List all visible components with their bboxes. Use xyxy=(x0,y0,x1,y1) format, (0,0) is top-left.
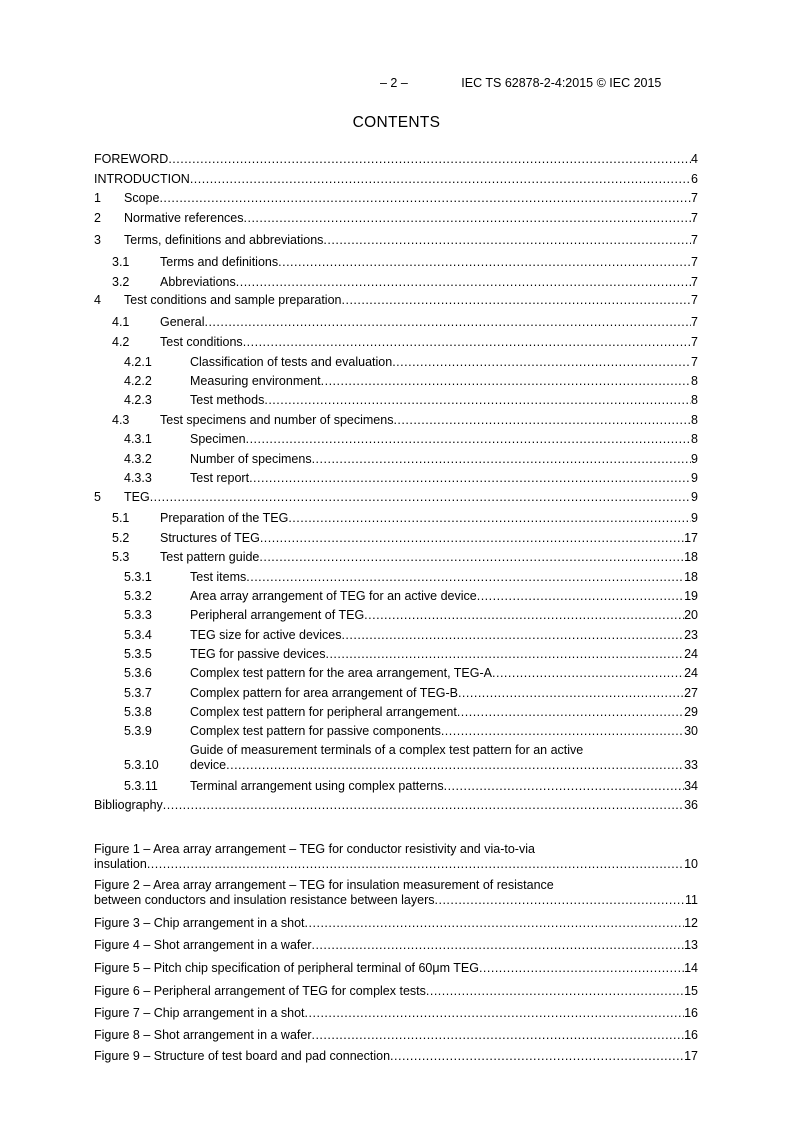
entry-title: Abbreviations xyxy=(160,275,236,289)
toc-entry[interactable] xyxy=(94,589,698,604)
entry-title: Number of specimens xyxy=(190,452,312,466)
dot-leader xyxy=(393,413,691,428)
figure-entry[interactable] xyxy=(94,938,698,953)
entry-title-line1: Figure 2 – Area array arrangement – TEG for insulation measurement of resistance xyxy=(94,878,554,892)
toc-entry[interactable] xyxy=(94,471,698,486)
entry-title: TEG for passive devices xyxy=(190,647,326,661)
entry-title: Test items xyxy=(190,570,247,584)
entry-page-number: 13 xyxy=(684,938,698,952)
entry-number: 5.3.8 xyxy=(124,705,152,719)
entry-page-number: 30 xyxy=(684,724,698,738)
entry-page-number: 6 xyxy=(691,172,698,186)
dot-leader xyxy=(458,686,684,701)
entry-page-number: 7 xyxy=(691,315,698,329)
dot-leader xyxy=(477,589,684,604)
entry-title: Terminal arrangement using complex patterns xyxy=(190,779,444,793)
toc-entry[interactable] xyxy=(94,355,698,370)
toc-entry[interactable] xyxy=(94,628,698,643)
toc-entry[interactable] xyxy=(94,511,698,526)
dot-leader xyxy=(444,779,684,794)
entry-number: 5 xyxy=(94,490,101,504)
entry-page-number: 10 xyxy=(684,857,698,871)
entry-page-number: 7 xyxy=(691,335,698,349)
entry-page-number: 24 xyxy=(684,647,698,661)
entry-number: 5.2 xyxy=(112,531,130,545)
entry-title: Terms and definitions xyxy=(160,255,279,269)
entry-page-number: 36 xyxy=(684,798,698,812)
entry-title: Figure 6 – Peripheral arrangement of TEG for complex tests xyxy=(94,984,426,998)
entry-title: Figure 8 – Shot arrangement in a wafer xyxy=(94,1028,312,1042)
toc-entry[interactable] xyxy=(94,335,698,350)
entry-number: 4.1 xyxy=(112,315,130,329)
entry-title: Figure 3 – Chip arrangement in a shot xyxy=(94,916,305,930)
entry-page-number: 8 xyxy=(691,393,698,407)
dot-leader xyxy=(457,705,684,720)
toc-entry[interactable] xyxy=(94,152,698,167)
entry-page-number: 11 xyxy=(685,893,698,907)
toc-entry[interactable] xyxy=(94,798,698,813)
entry-title: Complex pattern for area arrangement of TEG-B xyxy=(190,686,458,700)
dot-leader xyxy=(321,374,691,389)
entry-page-number: 9 xyxy=(691,511,698,525)
dot-leader xyxy=(249,471,691,486)
dot-leader xyxy=(204,315,691,330)
figure-entry[interactable] xyxy=(94,916,698,931)
entry-title: Preparation of the TEG xyxy=(160,511,289,525)
dot-leader xyxy=(147,857,684,872)
toc-entry[interactable] xyxy=(94,647,698,662)
dot-leader xyxy=(278,255,691,270)
toc-entry[interactable] xyxy=(94,570,698,585)
toc-entry[interactable] xyxy=(94,233,698,248)
entry-number: 1 xyxy=(94,191,101,205)
entry-title: Structures of TEG xyxy=(160,531,260,545)
dot-leader xyxy=(441,724,684,739)
standard-designation: IEC TS 62878-2-4:2015 © IEC 2015 xyxy=(461,76,662,90)
entry-title: Normative references xyxy=(124,211,244,225)
toc-entry[interactable] xyxy=(94,531,698,546)
entry-number: 5.3.6 xyxy=(124,666,152,680)
entry-title: General xyxy=(160,315,205,329)
entry-page-number: 23 xyxy=(684,628,698,642)
toc-entry[interactable] xyxy=(94,211,698,226)
entry-number: 3.2 xyxy=(112,275,130,289)
entry-page-number: 7 xyxy=(691,293,698,307)
entry-number: 5.3.3 xyxy=(124,608,152,622)
entry-title: Figure 9 – Structure of test board and pad connection xyxy=(94,1049,391,1063)
entry-page-number: 7 xyxy=(691,355,698,369)
figure-entry[interactable] xyxy=(94,984,698,999)
dot-leader xyxy=(390,1049,684,1064)
dot-leader xyxy=(163,798,684,813)
toc-entry[interactable] xyxy=(94,779,698,794)
entry-number: 5.1 xyxy=(112,511,130,525)
entry-number: 5.3.11 xyxy=(124,779,158,793)
dot-leader xyxy=(364,608,684,623)
entry-page-number: 9 xyxy=(691,490,698,504)
entry-page-number: 17 xyxy=(684,1049,698,1063)
entry-title: TEG xyxy=(124,490,150,504)
dot-leader xyxy=(435,893,686,908)
page-number: – 2 – xyxy=(380,76,408,90)
toc-entry[interactable] xyxy=(94,452,698,467)
entry-title: Complex test pattern for peripheral arrangement xyxy=(190,705,457,719)
toc-entry[interactable] xyxy=(94,666,698,681)
entry-page-number: 15 xyxy=(684,984,698,998)
entry-title: Test report xyxy=(190,471,250,485)
figure-entry[interactable] xyxy=(94,842,698,872)
entry-page-number: 8 xyxy=(691,374,698,388)
toc-entry[interactable] xyxy=(94,374,698,389)
dot-leader xyxy=(236,275,691,290)
figure-entry[interactable] xyxy=(94,1049,698,1064)
toc-entry[interactable] xyxy=(94,743,698,773)
dot-leader xyxy=(159,191,691,206)
running-header xyxy=(380,76,661,90)
toc-entry[interactable] xyxy=(94,490,698,505)
figure-entry[interactable] xyxy=(94,1006,698,1021)
entry-title: Bibliography xyxy=(94,798,163,812)
entry-number: 5.3.9 xyxy=(124,724,152,738)
entry-page-number: 19 xyxy=(684,589,698,603)
entry-number: 5.3.4 xyxy=(124,628,152,642)
entry-number: 2 xyxy=(94,211,101,225)
entry-page-number: 7 xyxy=(691,233,698,247)
entry-number: 5.3.2 xyxy=(124,589,152,603)
entry-number: 4 xyxy=(94,293,101,307)
dot-leader xyxy=(150,490,691,505)
toc-entry[interactable] xyxy=(94,172,698,187)
entry-number: 4.3 xyxy=(112,413,130,427)
entry-page-number: 14 xyxy=(684,961,698,975)
entry-title: Figure 4 – Shot arrangement in a wafer xyxy=(94,938,312,952)
figure-entry[interactable] xyxy=(94,878,698,908)
toc-entry[interactable] xyxy=(94,191,698,206)
entry-title: Test methods xyxy=(190,393,265,407)
entry-page-number: 18 xyxy=(684,570,698,584)
entry-title: FOREWORD xyxy=(94,152,169,166)
entry-title: Test specimens and number of specimens xyxy=(160,413,394,427)
entry-page-number: 4 xyxy=(691,152,698,166)
entry-number: 5.3.5 xyxy=(124,647,152,661)
dot-leader xyxy=(259,550,684,565)
figure-entry[interactable] xyxy=(94,961,698,976)
entry-number: 4.2 xyxy=(112,335,130,349)
dot-leader xyxy=(288,511,691,526)
entry-page-number: 27 xyxy=(684,686,698,700)
dot-leader xyxy=(244,211,692,226)
dot-leader xyxy=(479,961,684,976)
page-title: CONTENTS xyxy=(352,114,441,131)
dot-leader xyxy=(243,335,691,350)
toc-entry[interactable] xyxy=(94,686,698,701)
dot-leader xyxy=(311,1028,684,1043)
toc-entry[interactable] xyxy=(94,550,698,565)
entry-title: insulation xyxy=(94,857,147,871)
toc-entry[interactable] xyxy=(94,432,698,447)
entry-page-number: 17 xyxy=(684,531,698,545)
entry-number: 5.3.10 xyxy=(124,758,159,772)
toc-entry[interactable] xyxy=(94,413,698,428)
entry-title: INTRODUCTION xyxy=(94,172,190,186)
entry-number: 4.2.2 xyxy=(124,374,152,388)
entry-title: between conductors and insulation resistance between layers xyxy=(94,893,435,907)
toc-entry[interactable] xyxy=(94,608,698,623)
dot-leader xyxy=(168,152,691,167)
entry-page-number: 34 xyxy=(684,779,698,793)
entry-page-number: 16 xyxy=(684,1006,698,1020)
dot-leader xyxy=(426,984,684,999)
dot-leader xyxy=(312,452,691,467)
entry-title: Peripheral arrangement of TEG xyxy=(190,608,365,622)
entry-title: Figure 7 – Chip arrangement in a shot xyxy=(94,1006,305,1020)
dot-leader xyxy=(260,531,684,546)
entry-title: Test conditions xyxy=(160,335,243,349)
entry-page-number: 7 xyxy=(691,191,698,205)
entry-page-number: 7 xyxy=(691,255,698,269)
toc-entry[interactable] xyxy=(94,255,698,270)
entry-number: 4.3.3 xyxy=(124,471,152,485)
dot-leader xyxy=(305,1006,685,1021)
entry-title: Classification of tests and evaluation xyxy=(190,355,393,369)
entry-page-number: 20 xyxy=(684,608,698,622)
dot-leader xyxy=(311,938,684,953)
entry-title: Measuring environment xyxy=(190,374,321,388)
entry-number: 3.1 xyxy=(112,255,130,269)
dot-leader xyxy=(246,432,691,447)
entry-page-number: 12 xyxy=(684,916,698,930)
entry-page-number: 16 xyxy=(684,1028,698,1042)
entry-title: Figure 5 – Pitch chip specification of peripheral terminal of 60μm TEG xyxy=(94,961,479,975)
entry-number: 5.3.1 xyxy=(124,570,152,584)
dot-leader xyxy=(342,293,692,308)
entry-title: Specimen xyxy=(190,432,246,446)
toc-entry[interactable] xyxy=(94,724,698,739)
entry-title-line1: Guide of measurement terminals of a complex test pattern for an active xyxy=(190,743,584,757)
dot-leader xyxy=(264,393,691,408)
entry-number: 4.3.1 xyxy=(124,432,152,446)
entry-number: 4.2.3 xyxy=(124,393,152,407)
entry-page-number: 24 xyxy=(684,666,698,680)
entry-page-number: 8 xyxy=(691,432,698,446)
dot-leader xyxy=(492,666,684,681)
dot-leader xyxy=(190,172,691,187)
toc-entry[interactable] xyxy=(94,705,698,720)
entry-title: Test pattern guide xyxy=(160,550,260,564)
entry-title: Complex test pattern for the area arrangement, TEG-A xyxy=(190,666,492,680)
entry-title-line1: Figure 1 – Area array arrangement – TEG for conductor resistivity and via-to-via xyxy=(94,842,535,856)
toc-entry[interactable] xyxy=(94,275,698,290)
entry-title: Complex test pattern for passive components xyxy=(190,724,441,738)
entry-title: device xyxy=(190,758,227,772)
entry-number: 5.3 xyxy=(112,550,130,564)
toc-entry[interactable] xyxy=(94,393,698,408)
entry-page-number: 7 xyxy=(691,275,698,289)
entry-title: Test conditions and sample preparation xyxy=(124,293,342,307)
dot-leader xyxy=(392,355,691,370)
entry-title: Scope xyxy=(124,191,160,205)
entry-page-number: 9 xyxy=(691,471,698,485)
dot-leader xyxy=(341,628,684,643)
entry-title: Area array arrangement of TEG for an active device xyxy=(190,589,477,603)
dot-leader xyxy=(226,758,684,773)
dot-leader xyxy=(325,647,684,662)
entry-page-number: 9 xyxy=(691,452,698,466)
figure-entry[interactable] xyxy=(94,1028,698,1043)
toc-entry[interactable] xyxy=(94,315,698,330)
toc-entry[interactable] xyxy=(94,293,698,308)
entry-title: TEG size for active devices xyxy=(190,628,342,642)
entry-number: 3 xyxy=(94,233,101,247)
entry-number: 4.2.1 xyxy=(124,355,152,369)
entry-page-number: 33 xyxy=(684,758,698,772)
entry-number: 5.3.7 xyxy=(124,686,152,700)
entry-page-number: 29 xyxy=(684,705,698,719)
dot-leader xyxy=(305,916,685,931)
entry-page-number: 8 xyxy=(691,413,698,427)
dot-leader xyxy=(323,233,691,248)
entry-number: 4.3.2 xyxy=(124,452,152,466)
entry-title: Terms, definitions and abbreviations xyxy=(124,233,324,247)
entry-page-number: 18 xyxy=(684,550,698,564)
dot-leader xyxy=(246,570,684,585)
entry-page-number: 7 xyxy=(691,211,698,225)
